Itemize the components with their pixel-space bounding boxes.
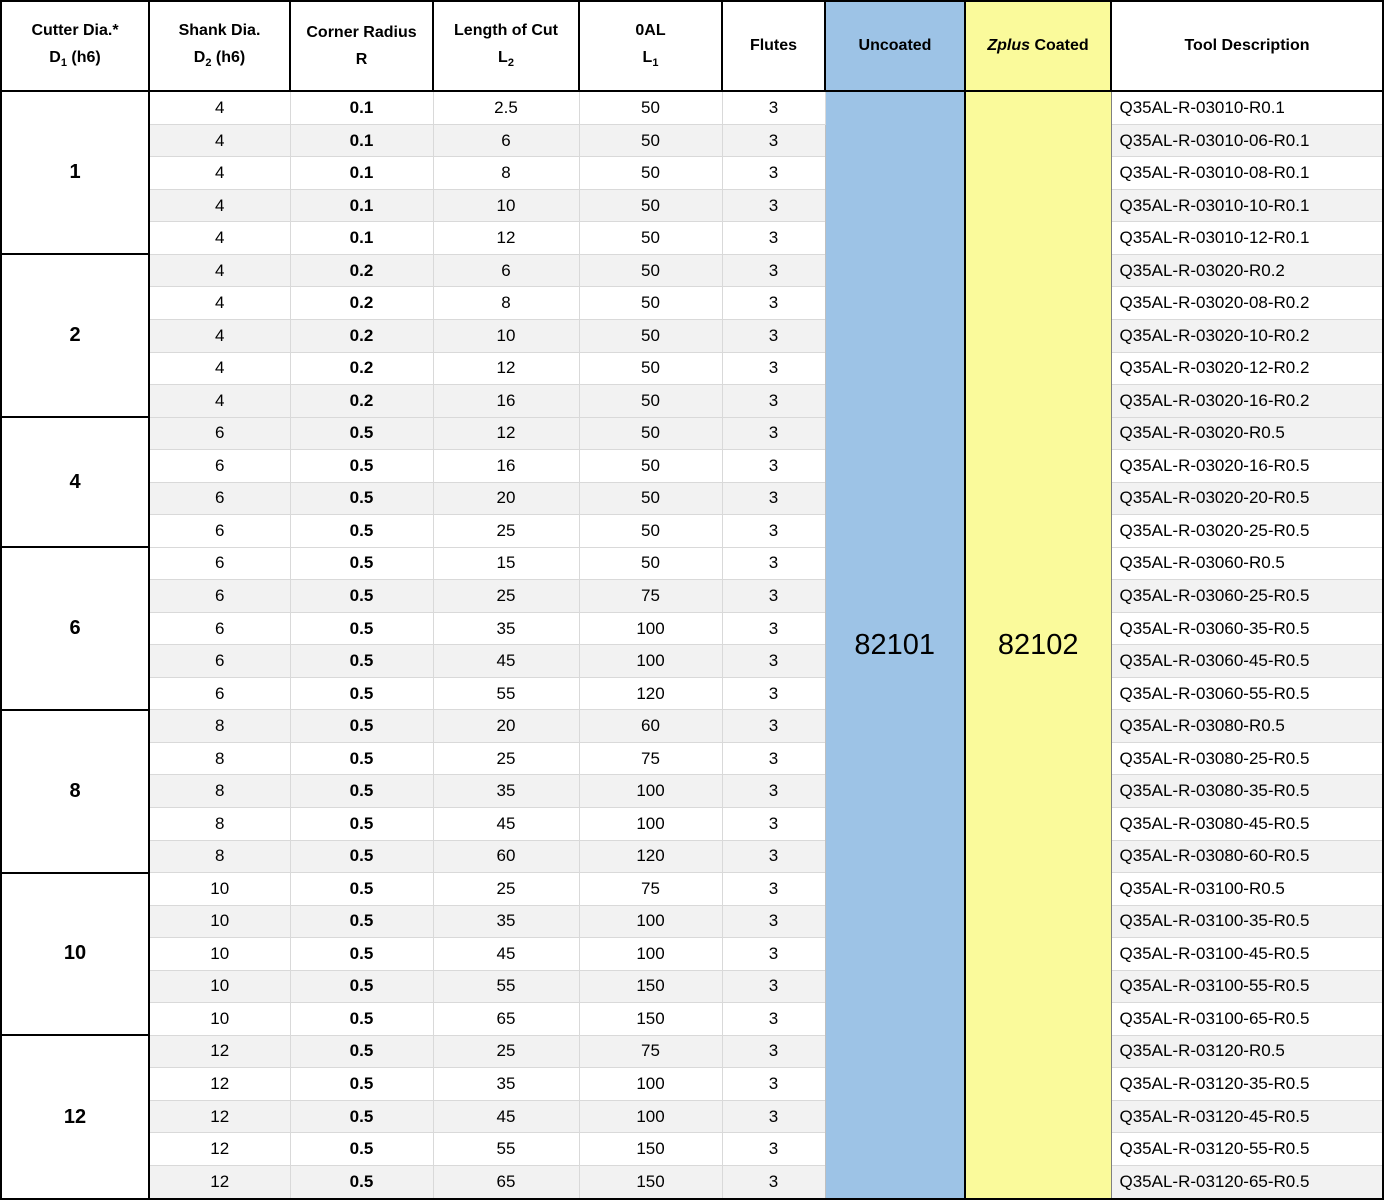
shank-dia-cell: 6: [149, 612, 290, 645]
oal-cell: 50: [579, 91, 722, 124]
table-row: [1, 580, 1383, 613]
shank-dia-cell: 6: [149, 482, 290, 515]
tool-description-cell: Q35AL-R-03020-16-R0.5: [1111, 450, 1383, 483]
corner-radius-cell: 0.5: [290, 710, 433, 743]
shank-dia-cell: 4: [149, 124, 290, 157]
shank-dia-cell: 6: [149, 645, 290, 678]
cutter-dia-group-cell: 6: [1, 547, 149, 710]
table-row: [1, 222, 1383, 255]
shank-dia-cell: 4: [149, 254, 290, 287]
zplus-order-number: 82102: [965, 91, 1111, 1199]
table-row: [1, 515, 1383, 548]
shank-dia-cell: 10: [149, 970, 290, 1003]
header-title: Shank Dia.: [178, 22, 261, 40]
table-row: [1, 320, 1383, 353]
shank-dia-cell: 12: [149, 1165, 290, 1199]
tool-description-cell: Q35AL-R-03060-R0.5: [1111, 547, 1383, 580]
cutter-dia-group-cell: 8: [1, 710, 149, 873]
length-of-cut-cell: 20: [433, 482, 579, 515]
shank-dia-cell: 12: [149, 1100, 290, 1133]
oal-cell: 100: [579, 807, 722, 840]
tool-description-cell: Q35AL-R-03060-45-R0.5: [1111, 645, 1383, 678]
corner-radius-cell: 0.2: [290, 254, 433, 287]
shank-dia-cell: 4: [149, 287, 290, 320]
flutes-cell: 3: [722, 1035, 825, 1068]
length-of-cut-cell: 8: [433, 157, 579, 190]
shank-dia-cell: 10: [149, 1003, 290, 1036]
table-row: [1, 710, 1383, 743]
corner-radius-cell: 0.5: [290, 677, 433, 710]
corner-radius-cell: 0.5: [290, 482, 433, 515]
header-title: Length of Cut: [454, 22, 558, 40]
flutes-cell: 3: [722, 417, 825, 450]
corner-radius-cell: 0.5: [290, 742, 433, 775]
flutes-cell: 3: [722, 645, 825, 678]
uncoated-order-number: 82101: [825, 91, 965, 1199]
oal-cell: 150: [579, 970, 722, 1003]
table-row: [1, 287, 1383, 320]
oal-cell: 50: [579, 515, 722, 548]
col-header-length-of-cut: [433, 1, 579, 91]
zplus-brand: Zplus: [987, 37, 1030, 54]
flutes-cell: 3: [722, 1133, 825, 1166]
corner-radius-cell: 0.1: [290, 91, 433, 124]
oal-cell: 50: [579, 547, 722, 580]
tool-description-cell: Q35AL-R-03080-35-R0.5: [1111, 775, 1383, 808]
header-row: [1, 1, 1383, 91]
flutes-cell: 3: [722, 157, 825, 190]
corner-radius-cell: 0.2: [290, 385, 433, 418]
flutes-cell: 3: [722, 482, 825, 515]
shank-dia-cell: 6: [149, 450, 290, 483]
shank-dia-cell: 6: [149, 677, 290, 710]
shank-dia-cell: 6: [149, 417, 290, 450]
table-row: [1, 742, 1383, 775]
shank-dia-cell: 12: [149, 1068, 290, 1101]
corner-radius-cell: 0.5: [290, 775, 433, 808]
tool-description-cell: Q35AL-R-03020-08-R0.2: [1111, 287, 1383, 320]
header-title: Zplus Coated: [987, 37, 1089, 54]
corner-radius-cell: 0.5: [290, 450, 433, 483]
col-header-flutes: [722, 1, 825, 91]
table-row: [1, 352, 1383, 385]
tool-description-cell: Q35AL-R-03120-R0.5: [1111, 1035, 1383, 1068]
table-row: [1, 91, 1383, 124]
oal-cell: 100: [579, 1068, 722, 1101]
length-of-cut-cell: 55: [433, 677, 579, 710]
header-symbol: $D_1$ (h6): [49, 49, 101, 70]
shank-dia-cell: 10: [149, 938, 290, 971]
oal-cell: 50: [579, 417, 722, 450]
tool-description-cell: Q35AL-R-03080-60-R0.5: [1111, 840, 1383, 873]
flutes-cell: 3: [722, 1068, 825, 1101]
length-of-cut-cell: 35: [433, 775, 579, 808]
header-title: Tool Description: [1184, 37, 1310, 54]
flutes-cell: 3: [722, 547, 825, 580]
table-row: [1, 807, 1383, 840]
flutes-cell: 3: [722, 807, 825, 840]
oal-cell: 50: [579, 254, 722, 287]
length-of-cut-cell: 35: [433, 905, 579, 938]
header-symbol: $D_2$ (h6): [193, 49, 246, 70]
flutes-cell: 3: [722, 287, 825, 320]
table-row: [1, 124, 1383, 157]
tool-description-cell: Q35AL-R-03100-35-R0.5: [1111, 905, 1383, 938]
oal-cell: 50: [579, 222, 722, 255]
col-header-oal: [579, 1, 722, 91]
shank-dia-cell: 6: [149, 515, 290, 548]
flutes-cell: 3: [722, 840, 825, 873]
col-header-corner-radius: [290, 1, 433, 91]
shank-dia-cell: 4: [149, 189, 290, 222]
length-of-cut-cell: 25: [433, 873, 579, 906]
table-row: [1, 905, 1383, 938]
oal-cell: 50: [579, 124, 722, 157]
flutes-cell: 3: [722, 710, 825, 743]
length-of-cut-cell: 25: [433, 580, 579, 613]
corner-radius-cell: 0.1: [290, 222, 433, 255]
cutter-dia-group-cell: 10: [1, 873, 149, 1036]
shank-dia-cell: 6: [149, 547, 290, 580]
flutes-cell: 3: [722, 1003, 825, 1036]
length-of-cut-cell: 6: [433, 254, 579, 287]
oal-cell: 75: [579, 742, 722, 775]
corner-radius-cell: 0.2: [290, 352, 433, 385]
length-of-cut-cell: 55: [433, 1133, 579, 1166]
length-of-cut-cell: 65: [433, 1165, 579, 1199]
tool-description-cell: Q35AL-R-03010-R0.1: [1111, 91, 1383, 124]
header-title: Flutes: [749, 37, 798, 54]
tool-description-cell: Q35AL-R-03120-45-R0.5: [1111, 1100, 1383, 1133]
table-row: [1, 1133, 1383, 1166]
length-of-cut-cell: 45: [433, 1100, 579, 1133]
header-symbol: R: [355, 50, 368, 68]
header-symbol: $L_1$: [642, 49, 659, 70]
oal-cell: 120: [579, 677, 722, 710]
length-of-cut-cell: 45: [433, 938, 579, 971]
corner-radius-cell: 0.1: [290, 157, 433, 190]
table-row: [1, 450, 1383, 483]
tool-description-cell: Q35AL-R-03010-08-R0.1: [1111, 157, 1383, 190]
corner-radius-cell: 0.5: [290, 938, 433, 971]
corner-radius-cell: 0.5: [290, 970, 433, 1003]
table-row: [1, 482, 1383, 515]
shank-dia-cell: 4: [149, 91, 290, 124]
corner-radius-cell: 0.1: [290, 189, 433, 222]
oal-cell: 150: [579, 1133, 722, 1166]
table-row: [1, 677, 1383, 710]
oal-cell: 60: [579, 710, 722, 743]
flutes-cell: 3: [722, 775, 825, 808]
oal-cell: 100: [579, 1100, 722, 1133]
header-title: Uncoated: [858, 37, 932, 54]
shank-dia-cell: 4: [149, 352, 290, 385]
length-of-cut-cell: 16: [433, 450, 579, 483]
length-of-cut-cell: 15: [433, 547, 579, 580]
tool-description-cell: Q35AL-R-03010-12-R0.1: [1111, 222, 1383, 255]
table-row: [1, 157, 1383, 190]
header-title: Corner Radius: [306, 23, 417, 41]
tool-description-cell: Q35AL-R-03020-12-R0.2: [1111, 352, 1383, 385]
shank-dia-cell: 4: [149, 385, 290, 418]
oal-cell: 50: [579, 450, 722, 483]
oal-cell: 100: [579, 905, 722, 938]
length-of-cut-cell: 6: [433, 124, 579, 157]
tool-description-cell: Q35AL-R-03100-65-R0.5: [1111, 1003, 1383, 1036]
table-row: [1, 189, 1383, 222]
corner-radius-cell: 0.2: [290, 287, 433, 320]
length-of-cut-cell: 35: [433, 1068, 579, 1101]
table-row: [1, 417, 1383, 450]
shank-dia-cell: 8: [149, 710, 290, 743]
length-of-cut-cell: 45: [433, 645, 579, 678]
header-symbol: $L_2$: [498, 49, 514, 70]
flutes-cell: 3: [722, 254, 825, 287]
oal-cell: 75: [579, 873, 722, 906]
shank-dia-cell: 12: [149, 1133, 290, 1166]
table-row: [1, 1100, 1383, 1133]
length-of-cut-cell: 25: [433, 742, 579, 775]
tool-description-cell: Q35AL-R-03120-55-R0.5: [1111, 1133, 1383, 1166]
corner-radius-cell: 0.5: [290, 1100, 433, 1133]
flutes-cell: 3: [722, 515, 825, 548]
cutter-dia-group-cell: 12: [1, 1035, 149, 1199]
oal-cell: 100: [579, 612, 722, 645]
table-row: [1, 547, 1383, 580]
tool-description-cell: Q35AL-R-03080-25-R0.5: [1111, 742, 1383, 775]
flutes-cell: 3: [722, 677, 825, 710]
corner-radius-cell: 0.2: [290, 320, 433, 353]
tool-description-cell: Q35AL-R-03060-55-R0.5: [1111, 677, 1383, 710]
length-of-cut-cell: 25: [433, 1035, 579, 1068]
shank-dia-cell: 10: [149, 873, 290, 906]
flutes-cell: 3: [722, 970, 825, 1003]
length-of-cut-cell: 35: [433, 612, 579, 645]
oal-cell: 150: [579, 1003, 722, 1036]
tool-description-cell: Q35AL-R-03060-25-R0.5: [1111, 580, 1383, 613]
flutes-cell: 3: [722, 320, 825, 353]
table-row: [1, 840, 1383, 873]
table-row: [1, 873, 1383, 906]
corner-radius-cell: 0.5: [290, 580, 433, 613]
table-row: [1, 1068, 1383, 1101]
cutter-dia-group-cell: 2: [1, 254, 149, 417]
flutes-cell: 3: [722, 938, 825, 971]
flutes-cell: 3: [722, 905, 825, 938]
shank-dia-cell: 12: [149, 1035, 290, 1068]
tool-description-cell: Q35AL-R-03010-10-R0.1: [1111, 189, 1383, 222]
length-of-cut-cell: 10: [433, 189, 579, 222]
corner-radius-cell: 0.5: [290, 417, 433, 450]
flutes-cell: 3: [722, 450, 825, 483]
corner-radius-cell: 0.1: [290, 124, 433, 157]
corner-radius-cell: 0.5: [290, 1165, 433, 1199]
oal-cell: 50: [579, 189, 722, 222]
oal-cell: 150: [579, 1165, 722, 1199]
table-row: [1, 1165, 1383, 1199]
col-header-tool-description: [1111, 1, 1383, 91]
length-of-cut-cell: 12: [433, 417, 579, 450]
flutes-cell: 3: [722, 1165, 825, 1199]
corner-radius-cell: 0.5: [290, 1133, 433, 1166]
length-of-cut-cell: 12: [433, 352, 579, 385]
oal-cell: 50: [579, 157, 722, 190]
oal-cell: 100: [579, 938, 722, 971]
tool-description-cell: Q35AL-R-03080-R0.5: [1111, 710, 1383, 743]
tool-description-cell: Q35AL-R-03100-45-R0.5: [1111, 938, 1383, 971]
col-header-shank-dia: [149, 1, 290, 91]
flutes-cell: 3: [722, 91, 825, 124]
oal-cell: 50: [579, 482, 722, 515]
table-header: [1, 1, 1383, 91]
oal-cell: 50: [579, 320, 722, 353]
corner-radius-cell: 0.5: [290, 807, 433, 840]
shank-dia-cell: 8: [149, 807, 290, 840]
col-header-cutter-dia: [1, 1, 149, 91]
corner-radius-cell: 0.5: [290, 1068, 433, 1101]
table-row: [1, 645, 1383, 678]
flutes-cell: 3: [722, 352, 825, 385]
corner-radius-cell: 0.5: [290, 840, 433, 873]
shank-dia-cell: 8: [149, 775, 290, 808]
corner-radius-cell: 0.5: [290, 547, 433, 580]
tool-description-cell: Q35AL-R-03080-45-R0.5: [1111, 807, 1383, 840]
cutter-dia-group-cell: 1: [1, 91, 149, 254]
length-of-cut-cell: 20: [433, 710, 579, 743]
length-of-cut-cell: 65: [433, 1003, 579, 1036]
table-row: [1, 612, 1383, 645]
table-row: [1, 775, 1383, 808]
shank-dia-cell: 4: [149, 222, 290, 255]
tool-description-cell: Q35AL-R-03120-35-R0.5: [1111, 1068, 1383, 1101]
tool-description-cell: Q35AL-R-03020-R0.5: [1111, 417, 1383, 450]
length-of-cut-cell: 45: [433, 807, 579, 840]
tool-description-cell: Q35AL-R-03020-20-R0.5: [1111, 482, 1383, 515]
length-of-cut-cell: 16: [433, 385, 579, 418]
table-row: [1, 385, 1383, 418]
tool-description-cell: Q35AL-R-03020-25-R0.5: [1111, 515, 1383, 548]
length-of-cut-cell: 10: [433, 320, 579, 353]
shank-dia-cell: 10: [149, 905, 290, 938]
table-row: [1, 938, 1383, 971]
tool-description-cell: Q35AL-R-03100-R0.5: [1111, 873, 1383, 906]
corner-radius-cell: 0.5: [290, 612, 433, 645]
corner-radius-cell: 0.5: [290, 515, 433, 548]
tool-description-cell: Q35AL-R-03020-16-R0.2: [1111, 385, 1383, 418]
corner-radius-cell: 0.5: [290, 645, 433, 678]
table-body: [1, 91, 1383, 1199]
table-row: [1, 970, 1383, 1003]
oal-cell: 100: [579, 775, 722, 808]
length-of-cut-cell: 55: [433, 970, 579, 1003]
flutes-cell: 3: [722, 742, 825, 775]
oal-cell: 100: [579, 645, 722, 678]
tool-description-cell: Q35AL-R-03010-06-R0.1: [1111, 124, 1383, 157]
flutes-cell: 3: [722, 189, 825, 222]
length-of-cut-cell: 8: [433, 287, 579, 320]
length-of-cut-cell: 60: [433, 840, 579, 873]
shank-dia-cell: 4: [149, 320, 290, 353]
col-header-zplus-coated: [965, 1, 1111, 91]
oal-cell: 50: [579, 385, 722, 418]
flutes-cell: 3: [722, 385, 825, 418]
oal-cell: 50: [579, 287, 722, 320]
table-row: [1, 1003, 1383, 1036]
shank-dia-cell: 8: [149, 840, 290, 873]
flutes-cell: 3: [722, 1100, 825, 1133]
cutter-dia-group-cell: 4: [1, 417, 149, 547]
flutes-cell: 3: [722, 612, 825, 645]
flutes-cell: 3: [722, 873, 825, 906]
tool-description-cell: Q35AL-R-03120-65-R0.5: [1111, 1165, 1383, 1199]
shank-dia-cell: 4: [149, 157, 290, 190]
oal-cell: 120: [579, 840, 722, 873]
flutes-cell: 3: [722, 124, 825, 157]
table-row: [1, 254, 1383, 287]
oal-cell: 75: [579, 1035, 722, 1068]
tool-description-cell: Q35AL-R-03100-55-R0.5: [1111, 970, 1383, 1003]
length-of-cut-cell: 2.5: [433, 91, 579, 124]
table-row: [1, 1035, 1383, 1068]
oal-cell: 75: [579, 580, 722, 613]
flutes-cell: 3: [722, 580, 825, 613]
corner-radius-cell: 0.5: [290, 905, 433, 938]
flutes-cell: 3: [722, 222, 825, 255]
header-title: 0AL: [635, 22, 666, 40]
corner-radius-cell: 0.5: [290, 1003, 433, 1036]
length-of-cut-cell: 12: [433, 222, 579, 255]
length-of-cut-cell: 25: [433, 515, 579, 548]
shank-dia-cell: 6: [149, 580, 290, 613]
tool-description-cell: Q35AL-R-03020-R0.2: [1111, 254, 1383, 287]
shank-dia-cell: 8: [149, 742, 290, 775]
corner-radius-cell: 0.5: [290, 1035, 433, 1068]
corner-radius-cell: 0.5: [290, 873, 433, 906]
tool-description-cell: Q35AL-R-03060-35-R0.5: [1111, 612, 1383, 645]
tool-description-cell: Q35AL-R-03020-10-R0.2: [1111, 320, 1383, 353]
col-header-uncoated: [825, 1, 965, 91]
oal-cell: 50: [579, 352, 722, 385]
header-title: Cutter Dia.*: [31, 22, 119, 40]
